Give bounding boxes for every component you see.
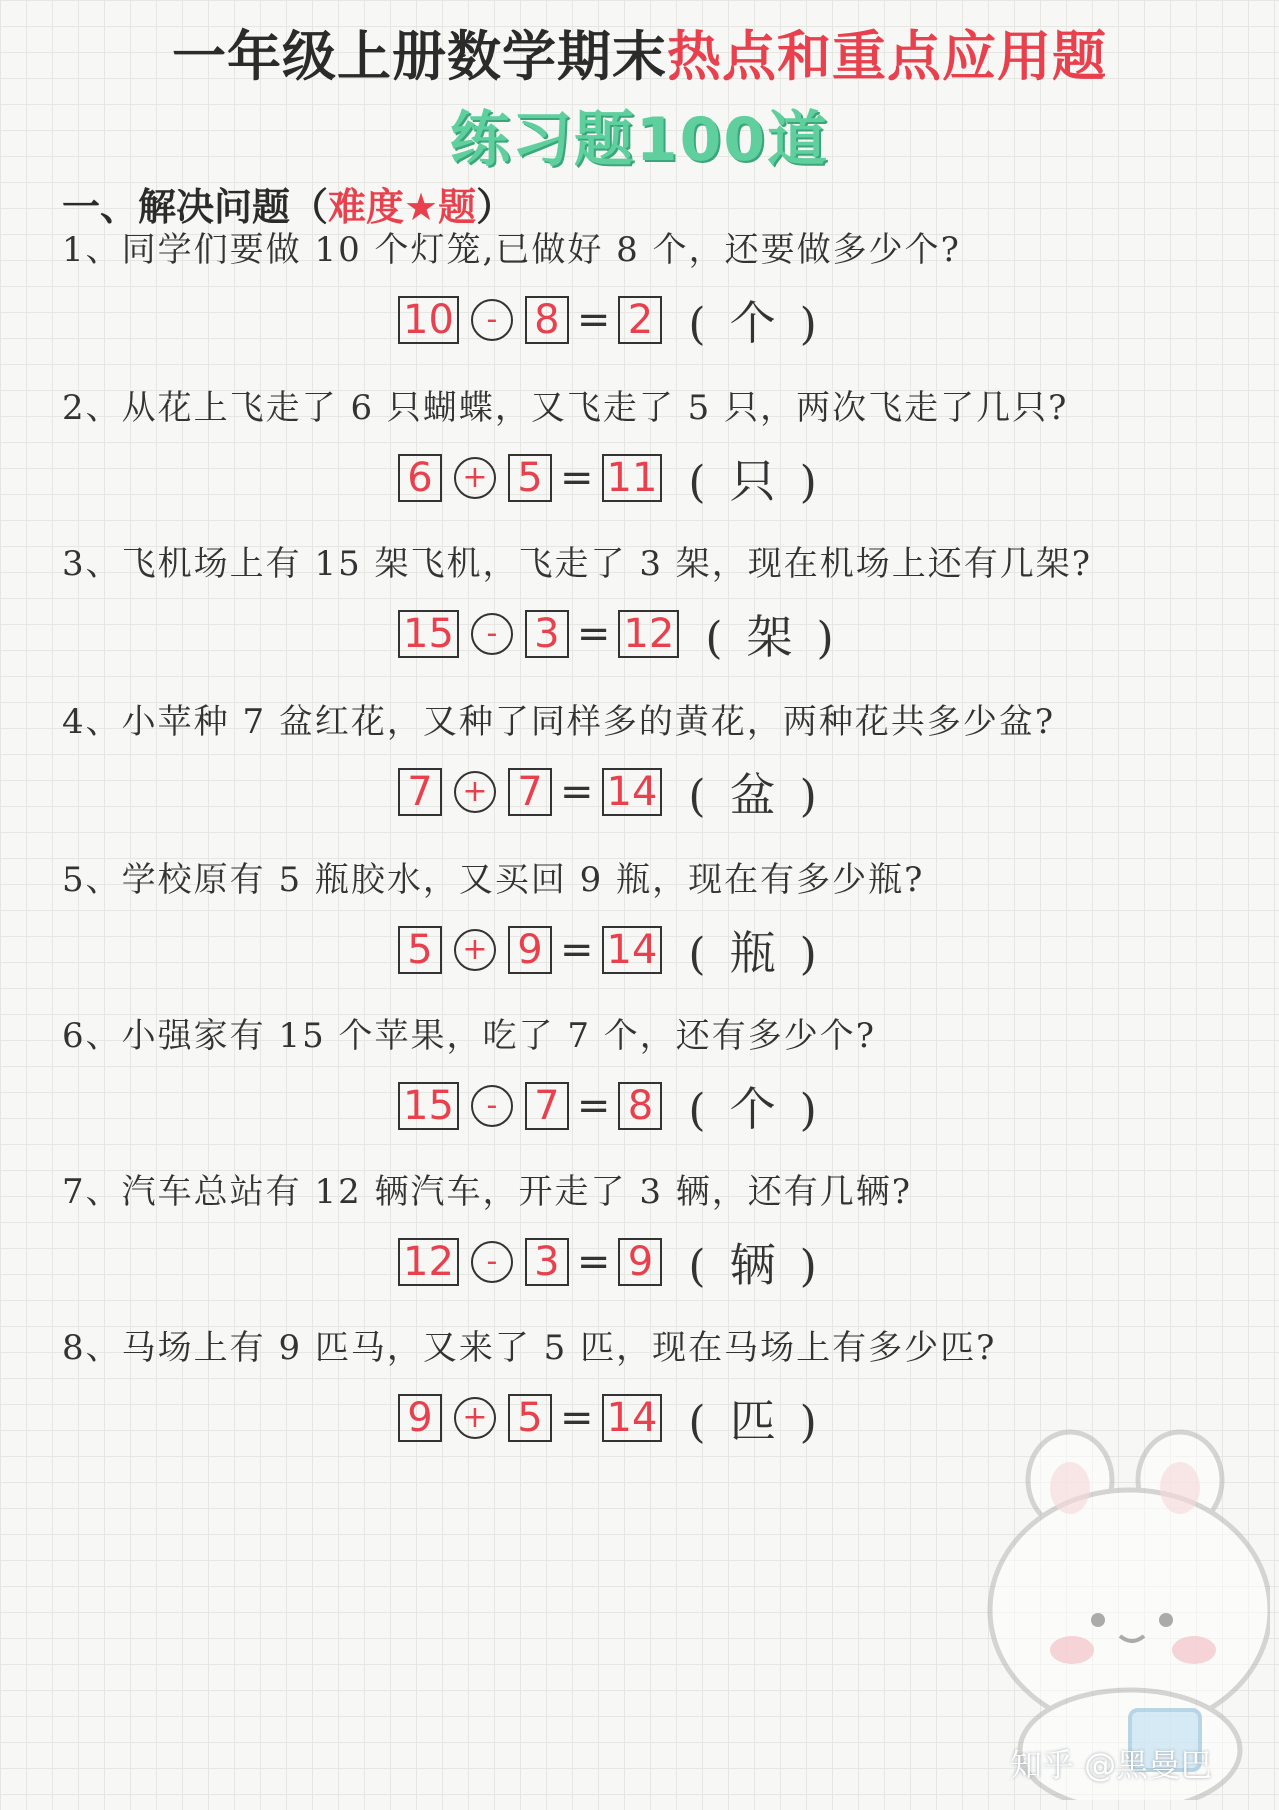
- operand-b-box: 5: [508, 1394, 552, 1442]
- unit-label: ( 个 ): [688, 1082, 817, 1136]
- unit-label: ( 匹 ): [688, 1394, 817, 1448]
- operand-a-box: 15: [398, 1082, 459, 1130]
- operator-circle: +: [454, 457, 496, 499]
- equals-sign: =: [576, 611, 611, 657]
- unit-label: ( 只 ): [688, 454, 817, 508]
- operator-circle: +: [454, 771, 496, 813]
- unit-label: ( 瓶 ): [688, 926, 817, 980]
- result-box: 12: [618, 610, 679, 658]
- operand-b-box: 5: [508, 454, 552, 502]
- page-subtitle: 练习题100道: [449, 105, 830, 175]
- section-heading-close: ）: [476, 185, 515, 229]
- operand-b-box: 9: [508, 926, 552, 974]
- unit-label: ( 盆 ): [688, 768, 817, 822]
- page-title: [0, 14, 1279, 91]
- operator-circle: -: [471, 613, 513, 655]
- title-part-red: 热点和重点应用题: [667, 25, 1107, 88]
- operator-circle: +: [454, 929, 496, 971]
- operand-a-box: 9: [398, 1394, 442, 1442]
- operand-a-box: 6: [398, 454, 442, 502]
- equation-1: [398, 292, 817, 348]
- question-2: 2、从花上飞走了 6 只蝴蝶，又飞走了 5 只，两次飞走了几只?: [62, 388, 1069, 428]
- unit-label: ( 架 ): [705, 610, 834, 664]
- operand-a-box: 7: [398, 768, 442, 816]
- equation-3: [398, 606, 834, 662]
- equals-sign: =: [576, 1083, 611, 1129]
- title-part-black: 一年级上册数学期末: [172, 25, 667, 88]
- operand-a-box: 12: [398, 1238, 459, 1286]
- question-6: 6、小强家有 15 个苹果，吃了 7 个，还有多少个?: [62, 1016, 876, 1056]
- operand-b-box: 7: [525, 1082, 569, 1130]
- result-box: 14: [602, 926, 663, 974]
- operator-circle: -: [471, 1241, 513, 1283]
- question-4: 4、小苹种 7 盆红花，又种了同样多的黄花，两种花共多少盆?: [62, 702, 1056, 742]
- equation-5: [398, 922, 817, 978]
- result-box: 14: [602, 768, 663, 816]
- equals-sign: =: [560, 769, 594, 815]
- equation-6: [398, 1078, 817, 1134]
- watermark: 知乎 @黑曼巴: [1010, 1746, 1213, 1784]
- operand-b-box: 3: [525, 1238, 569, 1286]
- unit-label: ( 辆 ): [688, 1238, 817, 1292]
- question-1: 1、同学们要做 10 个灯笼,已做好 8 个，还要做多少个?: [62, 230, 961, 270]
- result-box: 8: [618, 1082, 662, 1130]
- equation-7: [398, 1234, 817, 1290]
- operand-a-box: 15: [398, 610, 459, 658]
- result-box: 11: [602, 454, 663, 502]
- equals-sign: =: [560, 455, 594, 501]
- operator-circle: -: [471, 1085, 513, 1127]
- equals-sign: =: [576, 297, 611, 343]
- equals-sign: =: [560, 1395, 594, 1441]
- equation-4: [398, 764, 817, 820]
- result-box: 14: [602, 1394, 663, 1442]
- result-box: 9: [618, 1238, 662, 1286]
- equation-2: [398, 450, 817, 506]
- operand-b-box: 7: [508, 768, 552, 816]
- operand-a-box: 5: [398, 926, 442, 974]
- operand-b-box: 3: [525, 610, 569, 658]
- question-5: 5、学校原有 5 瓶胶水，又买回 9 瓶，现在有多少瓶?: [62, 860, 925, 900]
- equals-sign: =: [560, 927, 594, 973]
- difficulty-label: 难度★题: [328, 185, 477, 229]
- equals-sign: =: [576, 1239, 611, 1285]
- section-heading-label: 一、解决问题（: [62, 185, 329, 229]
- question-7: 7、汽车总站有 12 辆汽车，开走了 3 辆，还有几辆?: [62, 1172, 912, 1212]
- unit-label: ( 个 ): [688, 296, 817, 350]
- operand-b-box: 8: [525, 296, 569, 344]
- equation-8: [398, 1390, 817, 1446]
- question-3: 3、飞机场上有 15 架飞机，飞走了 3 架，现在机场上还有几架?: [62, 544, 1092, 584]
- result-box: 2: [618, 296, 662, 344]
- operand-a-box: 10: [398, 296, 459, 344]
- question-8: 8、马场上有 9 匹马，又来了 5 匹，现在马场上有多少匹?: [62, 1328, 997, 1368]
- operator-circle: -: [471, 299, 513, 341]
- operator-circle: +: [454, 1397, 496, 1439]
